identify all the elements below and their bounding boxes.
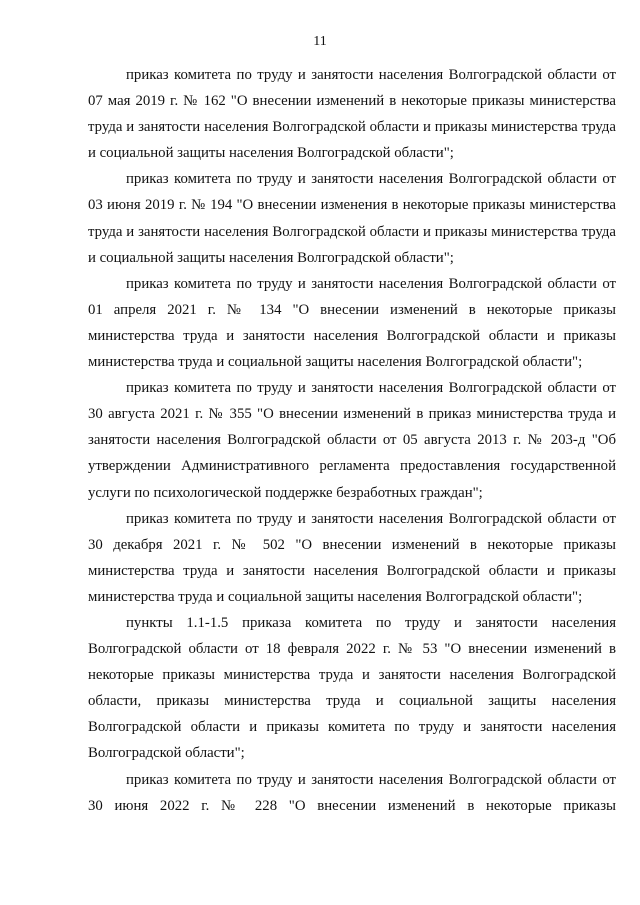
paragraph: приказ комитета по труду и занятости населения Волгоградской области от 30 августа 2021 г. № 355 "О внесении изменений в приказ министерства труда и занятости населения Волгоградской области от 05 августа 2013 г. № 203-д "Об утверждении Административного регламента предоставления государственной услуги по психологической поддержке безработных граждан"; (88, 380, 616, 501)
paragraph: приказ комитета по труду и занятости населения Волгоградской области от 30 декабря 2021 г. № 502 "О внесении изменений в некоторые приказы министерства труда и занятости населения Волгоградской области и приказы министерства труда и социальной защиты населения Волгоградской области"; (88, 510, 616, 605)
paragraph: приказ комитета по труду и занятости населения Волгоградской области от 07 мая 2019 г. № 162 "О внесении изменений в некоторые приказы министерства труда и занятости населения Волгоградской области и приказы министерства труда и социальной защиты населения Волгоградской области"; (88, 67, 616, 162)
paragraph: пункты 1.1-1.5 приказа комитета по труду и занятости населения Волгоградской области от 18 февраля 2022 г. № 53 "О внесении изменений в некоторые приказы министерства труда и занятости населения Волгоградской области, приказы министерства труда и социальной защиты населения Волгоградской области и приказы комитета по труду и занятости населения Волгоградской области"; (88, 614, 616, 762)
paragraph: приказ комитета по труду и занятости населения Волгоградской области от 03 июня 2019 г. № 194 "О внесении изменения в некоторые приказы министерства труда и занятости населения Волгоградской области и приказы министерства труда и социальной защиты населения Волгоградской области"; (88, 171, 616, 266)
paragraph: приказ комитета по труду и занятости населения Волгоградской области от 01 апреля 2021 г. № 134 "О внесении изменений в некоторые приказы министерства труда и занятости населения Волгоградской области и приказы министерства труда и социальной защиты населения Волгоградской области"; (88, 275, 616, 371)
document-body (88, 62, 616, 819)
page-number: 11 (313, 34, 327, 49)
paragraph: приказ комитета по труду и занятости населения Волгоградской области от 30 июня 2022 г. № 228 "О внесении изменений в некоторые приказы (88, 771, 616, 814)
